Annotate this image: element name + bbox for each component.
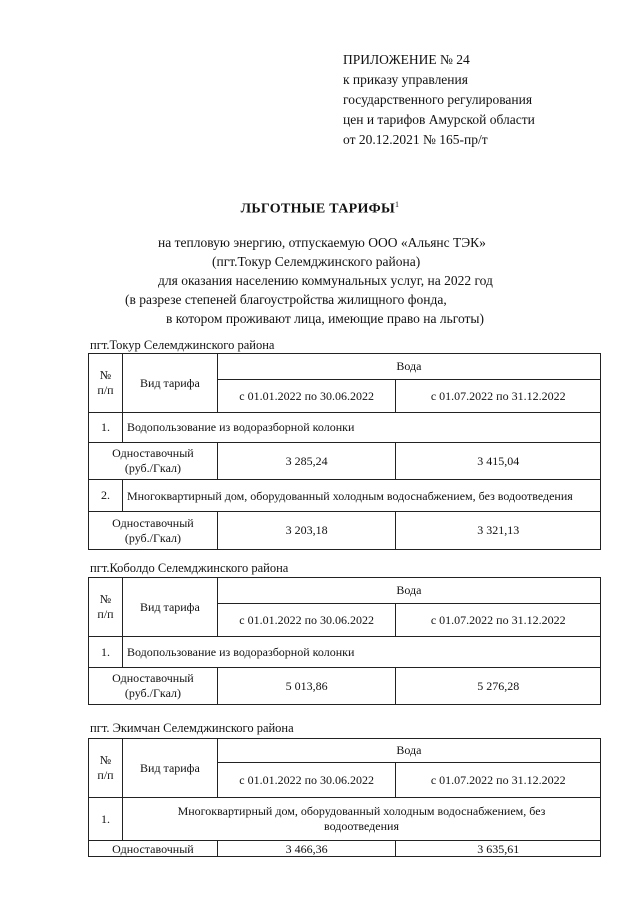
tariff-type-line2: (руб./Гкал) <box>124 461 181 475</box>
tariff-type-line1: Одноставочный <box>112 515 194 530</box>
header-period-2: с 01.07.2022 по 31.12.2022 <box>396 380 601 413</box>
tariff-value-period-1: 3 203,18 <box>217 512 396 550</box>
header-kind: Вид тарифа <box>122 578 217 637</box>
subtitle-line-3: для оказания населению коммунальных услуг, на 2022 год <box>158 273 493 288</box>
header-kind: Вид тарифа <box>122 354 217 413</box>
tariff-type-line1: Одноставочный <box>112 671 194 685</box>
row-description: Водопользование из водоразборной колонки <box>122 637 600 668</box>
header-water: Вода <box>217 354 600 380</box>
header-num-line1: № <box>99 592 112 606</box>
row-num: 1. <box>89 413 123 443</box>
tariff-value-period-2: 5 276,28 <box>396 668 601 705</box>
document-subtitle <box>0 233 640 328</box>
header-water: Вода <box>217 739 600 763</box>
tariff-table-koboldo <box>88 577 601 705</box>
header-water: Вода <box>217 578 600 604</box>
header-period-2: с 01.07.2022 по 31.12.2022 <box>396 604 601 637</box>
header-num-line1: № <box>99 753 112 767</box>
row-description: Многоквартирный дом, оборудованный холодным водоснабжением, без водоотведения <box>122 480 600 512</box>
tariff-type <box>89 668 218 705</box>
subtitle-line-1: на тепловую энергию, отпускаемую ООО «Альянс ТЭК» <box>158 235 486 250</box>
tariff-type-line2: (руб./Гкал) <box>124 530 181 545</box>
title-footnote-mark: 1 <box>395 200 400 209</box>
appendix-line-2: к приказу управления <box>343 72 468 87</box>
document-title-text: ЛЬГОТНЫЕ ТАРИФЫ <box>240 201 396 217</box>
row-num: 2. <box>89 480 123 512</box>
appendix-line-1: ПРИЛОЖЕНИЕ № 24 <box>343 52 470 67</box>
tariff-value-period-1: 3 466,36 <box>217 841 396 857</box>
document-title <box>0 200 640 218</box>
location-label: пгт.Токур Селемджинского района <box>90 338 275 352</box>
tariff-value-period-1: 5 013,86 <box>217 668 396 705</box>
header-period-1: с 01.01.2022 по 30.06.2022 <box>217 604 396 637</box>
header-period-1: с 01.01.2022 по 30.06.2022 <box>217 763 396 798</box>
subtitle-line-2: (пгт.Токур Селемджинского района) <box>212 254 421 269</box>
header-period-2: с 01.07.2022 по 31.12.2022 <box>396 763 601 798</box>
header-period-1: с 01.01.2022 по 30.06.2022 <box>217 380 396 413</box>
tariff-value-period-2: 3 635,61 <box>396 841 601 857</box>
tariff-type: Одноставочный <box>89 841 218 857</box>
appendix-line-3: государственного регулирования <box>343 92 533 107</box>
header-num <box>89 354 123 413</box>
tariff-value-period-2: 3 415,04 <box>396 443 601 480</box>
tariff-value-period-2: 3 321,13 <box>396 512 601 550</box>
tariff-type-line2: (руб./Гкал) <box>124 686 181 700</box>
tariff-type-line1: Одноставочный <box>112 446 194 460</box>
appendix-block <box>343 50 593 150</box>
location-label: пгт. Экимчан Селемджинского района <box>90 721 294 735</box>
subtitle-line-4: (в разрезе степеней благоустройства жилищного фонда, <box>125 292 447 307</box>
location-label: пгт.Коболдо Селемджинского района <box>90 561 289 575</box>
row-num: 1. <box>89 637 123 668</box>
header-num <box>89 578 123 637</box>
tariff-value-period-1: 3 285,24 <box>217 443 396 480</box>
header-num-line2: п/п <box>97 768 114 782</box>
tariff-type <box>89 443 218 480</box>
header-num-line1: № <box>99 368 112 382</box>
tariff-type <box>89 512 218 550</box>
tariff-table-ekimchan <box>88 738 601 857</box>
appendix-line-4: цен и тарифов Амурской области <box>343 112 535 127</box>
appendix-line-5: от 20.12.2021 № 165-пр/т <box>343 132 488 147</box>
header-kind: Вид тарифа <box>122 739 217 798</box>
row-description: Многоквартирный дом, оборудованный холодным водоснабжением, без водоотведения <box>122 798 600 841</box>
header-num <box>89 739 123 798</box>
row-num: 1. <box>89 798 123 841</box>
tariff-table-tokur <box>88 353 601 550</box>
row-description: Водопользование из водоразборной колонки <box>122 413 600 443</box>
header-num-line2: п/п <box>97 383 114 397</box>
subtitle-line-5: в котором проживают лица, имеющие право на льготы) <box>166 311 484 326</box>
header-num-line2: п/п <box>97 607 114 621</box>
